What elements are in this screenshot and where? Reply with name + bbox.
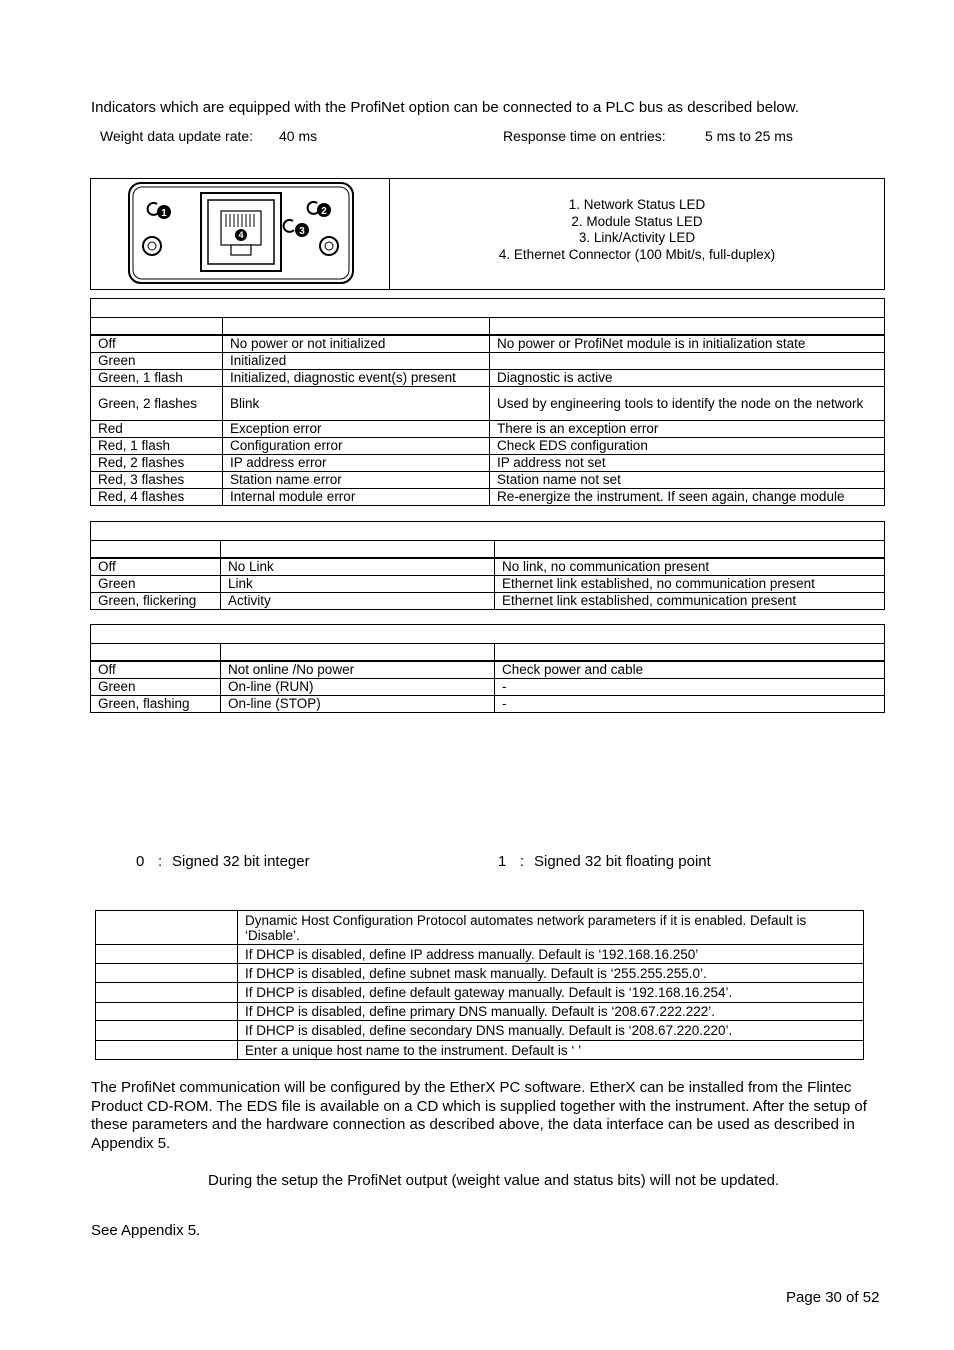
table-row: Dynamic Host Configuration Protocol automates network parameters if it is enabled. Default is ‘Disable’.	[96, 911, 864, 945]
module-led-table	[90, 624, 885, 713]
header-cell	[91, 541, 221, 559]
legend-item: 2. Module Status LED	[571, 213, 703, 229]
table-title-row	[91, 522, 885, 541]
table-row: If DHCP is disabled, define secondary DNS manually. Default is ‘208.67.220.220’.	[96, 1021, 864, 1041]
table-row: Off Not online /No power Check power and cable	[91, 661, 885, 678]
table-row: Green, 2 flashes Blink Used by engineering tools to identify the node on the network	[91, 386, 885, 420]
see-appendix-text: See Appendix 5.	[91, 1222, 201, 1239]
page-number: Page 30 of 52	[786, 1289, 880, 1306]
table-row: Green, 1 flash Initialized, diagnostic event(s) present Diagnostic is active	[91, 369, 885, 386]
table-row: Enter a unique host name to the instrument. Default is ‘ ’	[96, 1041, 864, 1060]
table-row: Green On-line (RUN) -	[91, 678, 885, 695]
header-cell	[221, 644, 495, 662]
header-cell	[490, 318, 885, 336]
ethernet-module-diagram	[91, 179, 389, 286]
setup-paragraph: The ProfiNet communication will be configured by the EtherX PC software. EtherX can be installed from the Flintec Product CD-ROM. The EDS file is available on a CD which is supplied together with the instrument. After the setup of these parameters and the hardware connection as described above, the data interface can be used as described in Appendix 5.	[91, 1079, 867, 1152]
table-row: Red, 1 flash Configuration error Check EDS configuration	[91, 437, 885, 454]
legend-item: 3. Link/Activity LED	[578, 230, 696, 245]
callout-1: 1	[161, 208, 167, 219]
format-option-1-number: 1	[498, 853, 507, 870]
update-rate-value: 40 ms	[279, 128, 318, 144]
header-cell	[221, 541, 495, 559]
format-option-0-label: Signed 32 bit integer	[172, 853, 310, 870]
table-row: Green Initialized	[91, 352, 885, 369]
header-cell	[223, 318, 490, 336]
format-option-1-label: Signed 32 bit floating point	[534, 853, 711, 870]
table-row: Green, flashing On-line (STOP) -	[91, 695, 885, 712]
table-row: If DHCP is disabled, define default gateway manually. Default is ‘192.168.16.254’.	[96, 983, 864, 1003]
connector-table	[90, 178, 885, 290]
format-option-1-separator: :	[520, 853, 525, 870]
table-row: Red, 2 flashes IP address error IP address not set	[91, 454, 885, 471]
format-option-0-separator: :	[158, 853, 163, 870]
header-cell	[495, 644, 885, 662]
callout-2: 2	[321, 206, 327, 217]
link-led-table	[90, 521, 885, 610]
table-row: If DHCP is disabled, define subnet mask manually. Default is ‘255.255.255.0’.	[96, 964, 864, 983]
callout-4: 4	[238, 230, 244, 240]
table-row: Off No power or not initialized No power or ProfiNet module is in initialization state	[91, 335, 885, 352]
header-cell	[91, 644, 221, 662]
update-rate-label: Weight data update rate:	[100, 128, 254, 144]
network-parameter-table	[95, 910, 864, 1060]
table-row: Green Link Ethernet link established, no communication present	[91, 575, 885, 592]
connector-legend	[390, 179, 885, 290]
legend-item: 4. Ethernet Connector (100 Mbit/s, full-duplex)	[498, 246, 776, 262]
header-cell	[91, 318, 223, 336]
table-title-row	[91, 625, 885, 644]
table-row: If DHCP is disabled, define primary DNS manually. Default is ‘208.67.222.222’.	[96, 1003, 864, 1021]
table-row: Off No Link No link, no communication present	[91, 558, 885, 575]
table-row: Red, 4 flashes Internal module error Re-energize the instrument. If seen again, change module	[91, 488, 885, 505]
note-text: During the setup the ProfiNet output (weight value and status bits) will not be updated.	[208, 1172, 780, 1189]
legend-item: 1. Network Status LED	[568, 197, 706, 212]
intro-text: Indicators which are equipped with the ProfiNet option can be connected to a PLC bus as described below.	[91, 99, 799, 116]
response-time-value: 5 ms to 25 ms	[705, 128, 793, 144]
callout-3: 3	[299, 226, 305, 237]
table-row: Green, flickering Activity Ethernet link established, communication present	[91, 592, 885, 609]
table-title-row	[91, 299, 885, 318]
connector-image-cell	[91, 179, 390, 290]
network-led-table	[90, 298, 885, 506]
response-time-label: Response time on entries:	[503, 128, 666, 144]
table-row: If DHCP is disabled, define IP address manually. Default is ‘192.168.16.250’	[96, 945, 864, 964]
format-option-0-number: 0	[136, 853, 145, 870]
table-row: Red, 3 flashes Station name error Station name not set	[91, 471, 885, 488]
header-cell	[495, 541, 885, 559]
table-row: Red Exception error There is an exception error	[91, 420, 885, 437]
